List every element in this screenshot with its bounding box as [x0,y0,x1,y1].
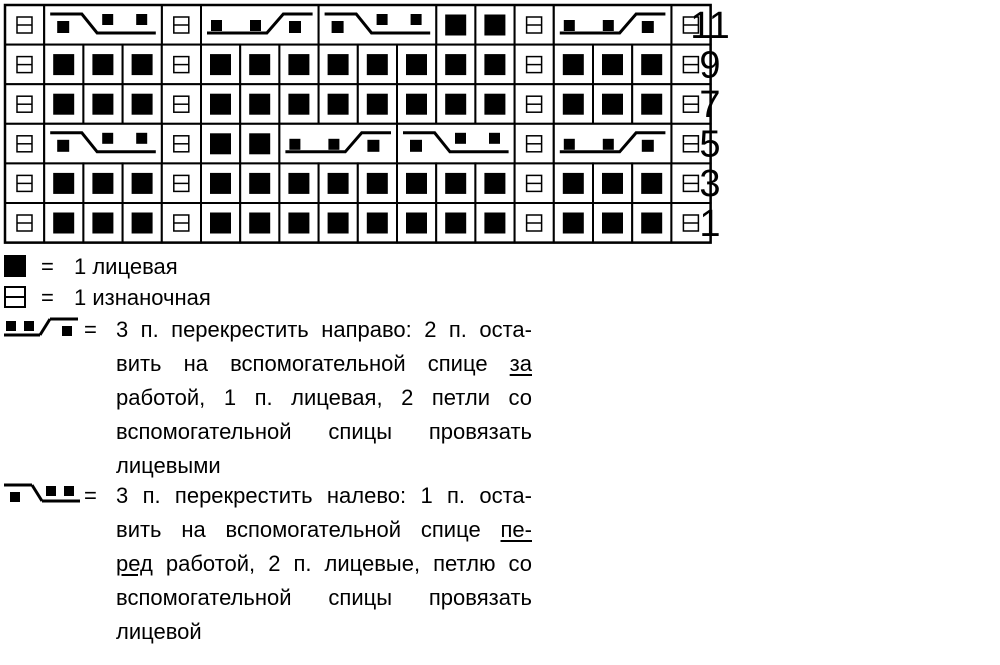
stitch-cell [358,203,397,243]
stitch-cell [5,5,44,45]
stitch-cell [632,45,671,85]
stitch-cell [240,45,279,85]
stitch-cell [162,45,201,85]
row-number: 9 [699,44,721,87]
stitch-cell [162,203,201,243]
legend-equals: = [41,285,54,310]
stitch-cell [593,203,632,243]
stitch-cell [83,84,122,124]
stitch-cell [240,84,279,124]
stitch-cell [5,124,44,164]
stitch-cell [475,203,514,243]
stitch-cell [632,203,671,243]
stitch-cell [123,163,162,203]
legend-equals: = [84,317,97,342]
stitch-cell [240,203,279,243]
legend-purl-text: 1 изнаночная [74,285,211,310]
stitch-cell [279,84,318,124]
legend-cross-right-text: 3 п. перекрестить направо: 2 п. оста- вить на вспомогательной спице за работой, 1 п. лицевая, 2 петли со вспомогательной спицы провязать лицевыми [116,317,532,478]
stitch-cell [83,45,122,85]
stitch-cell [201,163,240,203]
stitch-cell [593,163,632,203]
stitch-cell [436,45,475,85]
stitch-cell [201,45,240,85]
stitch-cell [279,45,318,85]
stitch-cell [593,45,632,85]
stitch-cell [436,203,475,243]
stitch-cell [123,203,162,243]
cable-cross-right [279,124,397,164]
stitch-cell [358,84,397,124]
stitch-cell [515,203,554,243]
legend-cross-left-text: 3 п. перекрестить налево: 1 п. оста- вить на вспомогательной спице пе- ред работой, 2 п. лицевые, петлю со вспомогательной спицы провязать лицевой [116,483,532,644]
stitch-cell [5,45,44,85]
stitch-cell [475,84,514,124]
stitch-cell [44,163,83,203]
stitch-cell [436,5,475,45]
cross-left-symbol-icon [2,481,82,511]
stitch-cell [475,5,514,45]
stitch-cell [515,5,554,45]
cable-cross-left [44,124,162,164]
stitch-cell [554,163,593,203]
stitch-cell [475,163,514,203]
stitch-cell [515,124,554,164]
stitch-cell [279,203,318,243]
row-number: 11 [690,4,730,47]
row-number: 7 [699,84,721,126]
stitch-cell [515,163,554,203]
stitch-cell [123,45,162,85]
stitch-cell [397,203,436,243]
stitch-cell [83,163,122,203]
stitch-cell [162,84,201,124]
stitch-cell [123,84,162,124]
stitch-cell [162,124,201,164]
stitch-cell [632,84,671,124]
legend-equals: = [84,483,97,508]
stitch-cell [279,163,318,203]
stitch-cell [201,124,240,164]
cable-cross-left [319,5,437,45]
knit-stitch-icon [4,255,26,277]
cable-cross-left [44,5,162,45]
stitch-cell [83,203,122,243]
cable-cross-right [554,5,672,45]
stitch-cell [5,84,44,124]
stitch-cell [397,84,436,124]
row-number: 1 [699,202,721,245]
row-number: 3 [699,163,721,206]
stitch-cell [162,5,201,45]
stitch-cell [5,203,44,243]
cable-cross-right [554,124,672,164]
stitch-cell [554,84,593,124]
legend-knit-text: 1 лицевая [74,254,178,279]
stitch-cell [397,163,436,203]
stitch-cell [44,84,83,124]
stitch-cell [358,163,397,203]
stitch-cell [162,163,201,203]
stitch-cell [240,124,279,164]
stitch-cell [515,45,554,85]
stitch-cell [475,45,514,85]
cable-cross-right [201,5,319,45]
stitch-cell [319,45,358,85]
stitch-cell [515,84,554,124]
stitch-cell [436,84,475,124]
row-number: 5 [699,123,721,166]
knitting-chart [0,0,1000,245]
cross-right-symbol-icon [2,315,82,345]
stitch-cell [319,84,358,124]
stitch-cell [5,163,44,203]
stitch-cell [358,45,397,85]
stitch-cell [240,163,279,203]
cable-cross-left [397,124,515,164]
stitch-cell [554,45,593,85]
stitch-cell [554,203,593,243]
stitch-cell [201,203,240,243]
purl-stitch-icon [4,286,26,308]
chart-grid [5,5,711,243]
stitch-cell [632,163,671,203]
stitch-cell [319,163,358,203]
stitch-cell [44,203,83,243]
stitch-cell [201,84,240,124]
stitch-cell [319,203,358,243]
legend-equals: = [41,254,54,279]
stitch-cell [593,84,632,124]
stitch-cell [436,163,475,203]
stitch-cell [397,45,436,85]
stitch-cell [44,45,83,85]
